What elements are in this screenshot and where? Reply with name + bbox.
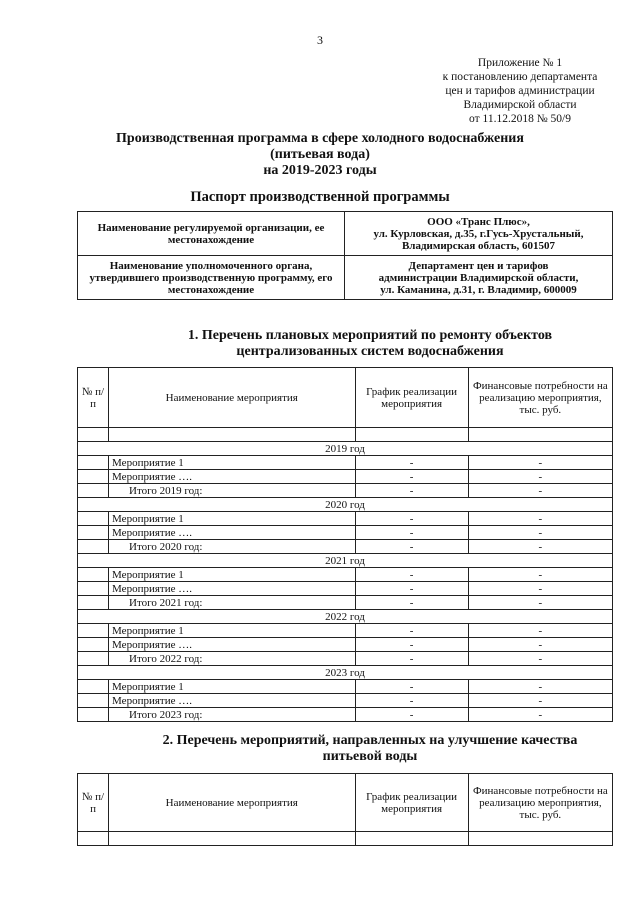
page-number: 3 xyxy=(317,33,323,47)
section2-table xyxy=(77,773,613,846)
total-label: Итого 2021 год: xyxy=(109,596,355,610)
activity-name: Мероприятие …. xyxy=(109,582,355,596)
schedule-cell: - xyxy=(355,582,468,596)
passport-value xyxy=(345,256,613,300)
finance-cell: - xyxy=(468,526,612,540)
table-row xyxy=(78,694,613,708)
col-header-schedule: График реализации мероприятия xyxy=(355,774,468,832)
passport-value-line: ООО «Транс Плюс», xyxy=(427,215,530,228)
passport-table xyxy=(77,211,613,300)
table-row xyxy=(78,832,613,846)
col-header-schedule: График реализации мероприятия xyxy=(355,368,468,428)
passport-label: Наименование уполномоченного органа, утвердившего производственную программу, его местонахождение xyxy=(78,256,345,300)
year-label: 2021 год xyxy=(78,554,613,568)
year-rows xyxy=(78,442,613,722)
year-row xyxy=(78,554,613,568)
finance-cell: - xyxy=(468,582,612,596)
title-line: (питьевая вода) xyxy=(270,147,370,162)
total-row xyxy=(78,540,613,554)
total-row xyxy=(78,484,613,498)
schedule-cell: - xyxy=(355,652,468,666)
passport-value-line: Департамент цен и тарифов xyxy=(408,259,549,272)
schedule-cell: - xyxy=(355,526,468,540)
passport-heading: Паспорт производственной программы xyxy=(190,189,450,205)
total-label: Итого 2022 год: xyxy=(109,652,355,666)
table-header-row xyxy=(78,774,613,832)
total-label: Итого 2023 год: xyxy=(109,708,355,722)
passport-label: Наименование регулируемой организации, ее местонахождение xyxy=(78,212,345,256)
schedule-cell: - xyxy=(355,680,468,694)
col-header-name: Наименование мероприятия xyxy=(109,368,355,428)
schedule-cell: - xyxy=(355,512,468,526)
finance-cell: - xyxy=(468,568,612,582)
total-label: Итого 2020 год: xyxy=(109,540,355,554)
finance-cell: - xyxy=(468,470,612,484)
year-label: 2022 год xyxy=(78,610,613,624)
section1-heading xyxy=(140,328,600,360)
col-header-num: № п/п xyxy=(78,774,109,832)
activity-name: Мероприятие …. xyxy=(109,470,355,484)
finance-cell: - xyxy=(468,456,612,470)
schedule-cell: - xyxy=(355,694,468,708)
appendix-line: к постановлению департамента xyxy=(442,71,598,83)
table-row xyxy=(78,428,613,442)
passport-value-line: Владимирская область, 601507 xyxy=(401,239,556,252)
heading-line: централизованных систем водоснабжения xyxy=(236,344,504,359)
year-label: 2023 год xyxy=(78,666,613,680)
appendix-line: цен и тарифов администрации xyxy=(445,85,595,97)
activity-name: Мероприятие 1 xyxy=(109,568,355,582)
finance-cell: - xyxy=(468,694,612,708)
finance-cell: - xyxy=(468,624,612,638)
year-row xyxy=(78,666,613,680)
title-line: на 2019-2023 годы xyxy=(263,163,377,178)
passport-value xyxy=(345,212,613,256)
total-row xyxy=(78,596,613,610)
activity-name: Мероприятие 1 xyxy=(109,680,355,694)
finance-cell: - xyxy=(468,638,612,652)
finance-cell: - xyxy=(468,596,612,610)
table-row xyxy=(78,512,613,526)
finance-cell: - xyxy=(468,484,612,498)
document-title xyxy=(0,131,640,179)
schedule-cell: - xyxy=(355,470,468,484)
schedule-cell: - xyxy=(355,540,468,554)
table-row xyxy=(78,568,613,582)
passport-value-line: администрации Владимирской области, xyxy=(378,271,579,284)
finance-cell: - xyxy=(468,652,612,666)
schedule-cell: - xyxy=(355,638,468,652)
schedule-cell: - xyxy=(355,568,468,582)
table-row xyxy=(78,456,613,470)
appendix-block xyxy=(410,56,630,126)
finance-cell: - xyxy=(468,540,612,554)
finance-cell: - xyxy=(468,680,612,694)
passport-row xyxy=(78,212,613,256)
year-label: 2020 год xyxy=(78,498,613,512)
schedule-cell: - xyxy=(355,456,468,470)
year-row xyxy=(78,498,613,512)
activity-name: Мероприятие …. xyxy=(109,694,355,708)
year-row xyxy=(78,610,613,624)
col-header-finance: Финансовые потребности на реализацию мероприятия, тыс. руб. xyxy=(468,368,612,428)
finance-cell: - xyxy=(468,708,612,722)
table-row xyxy=(78,680,613,694)
finance-cell: - xyxy=(468,512,612,526)
schedule-cell: - xyxy=(355,596,468,610)
schedule-cell: - xyxy=(355,484,468,498)
total-row xyxy=(78,708,613,722)
appendix-line: Владимирской области xyxy=(463,99,577,111)
activity-name: Мероприятие 1 xyxy=(109,512,355,526)
table-row xyxy=(78,638,613,652)
title-line: Производственная программа в сфере холодного водоснабжения xyxy=(116,131,524,146)
table-row xyxy=(78,624,613,638)
appendix-line: Приложение № 1 xyxy=(477,57,563,69)
passport-value-line: ул. Курловская, д.35, г.Гусь-Хрустальный, xyxy=(373,227,584,240)
year-row xyxy=(78,442,613,456)
heading-line: 1. Перечень плановых мероприятий по ремонту объектов xyxy=(187,328,553,343)
col-header-finance: Финансовые потребности на реализацию мероприятия, тыс. руб. xyxy=(468,774,612,832)
schedule-cell: - xyxy=(355,708,468,722)
table-row xyxy=(78,526,613,540)
activity-name: Мероприятие 1 xyxy=(109,456,355,470)
total-label: Итого 2019 год: xyxy=(109,484,355,498)
table-row xyxy=(78,582,613,596)
col-header-num: № п/п xyxy=(78,368,109,428)
section2-heading xyxy=(120,733,620,765)
passport-value-line: ул. Каманина, д.31, г. Владимир, 600009 xyxy=(380,283,577,296)
activity-name: Мероприятие …. xyxy=(109,638,355,652)
total-row xyxy=(78,652,613,666)
heading-line: питьевой воды xyxy=(322,749,418,764)
activity-name: Мероприятие 1 xyxy=(109,624,355,638)
section1-table xyxy=(77,367,613,722)
schedule-cell: - xyxy=(355,624,468,638)
year-label: 2019 год xyxy=(78,442,613,456)
col-header-name: Наименование мероприятия xyxy=(109,774,355,832)
passport-row xyxy=(78,256,613,300)
table-header-row xyxy=(78,368,613,428)
heading-line: 2. Перечень мероприятий, направленных на улучшение качества xyxy=(162,733,578,748)
table-row xyxy=(78,470,613,484)
appendix-line: от 11.12.2018 № 50/9 xyxy=(469,113,571,125)
activity-name: Мероприятие …. xyxy=(109,526,355,540)
